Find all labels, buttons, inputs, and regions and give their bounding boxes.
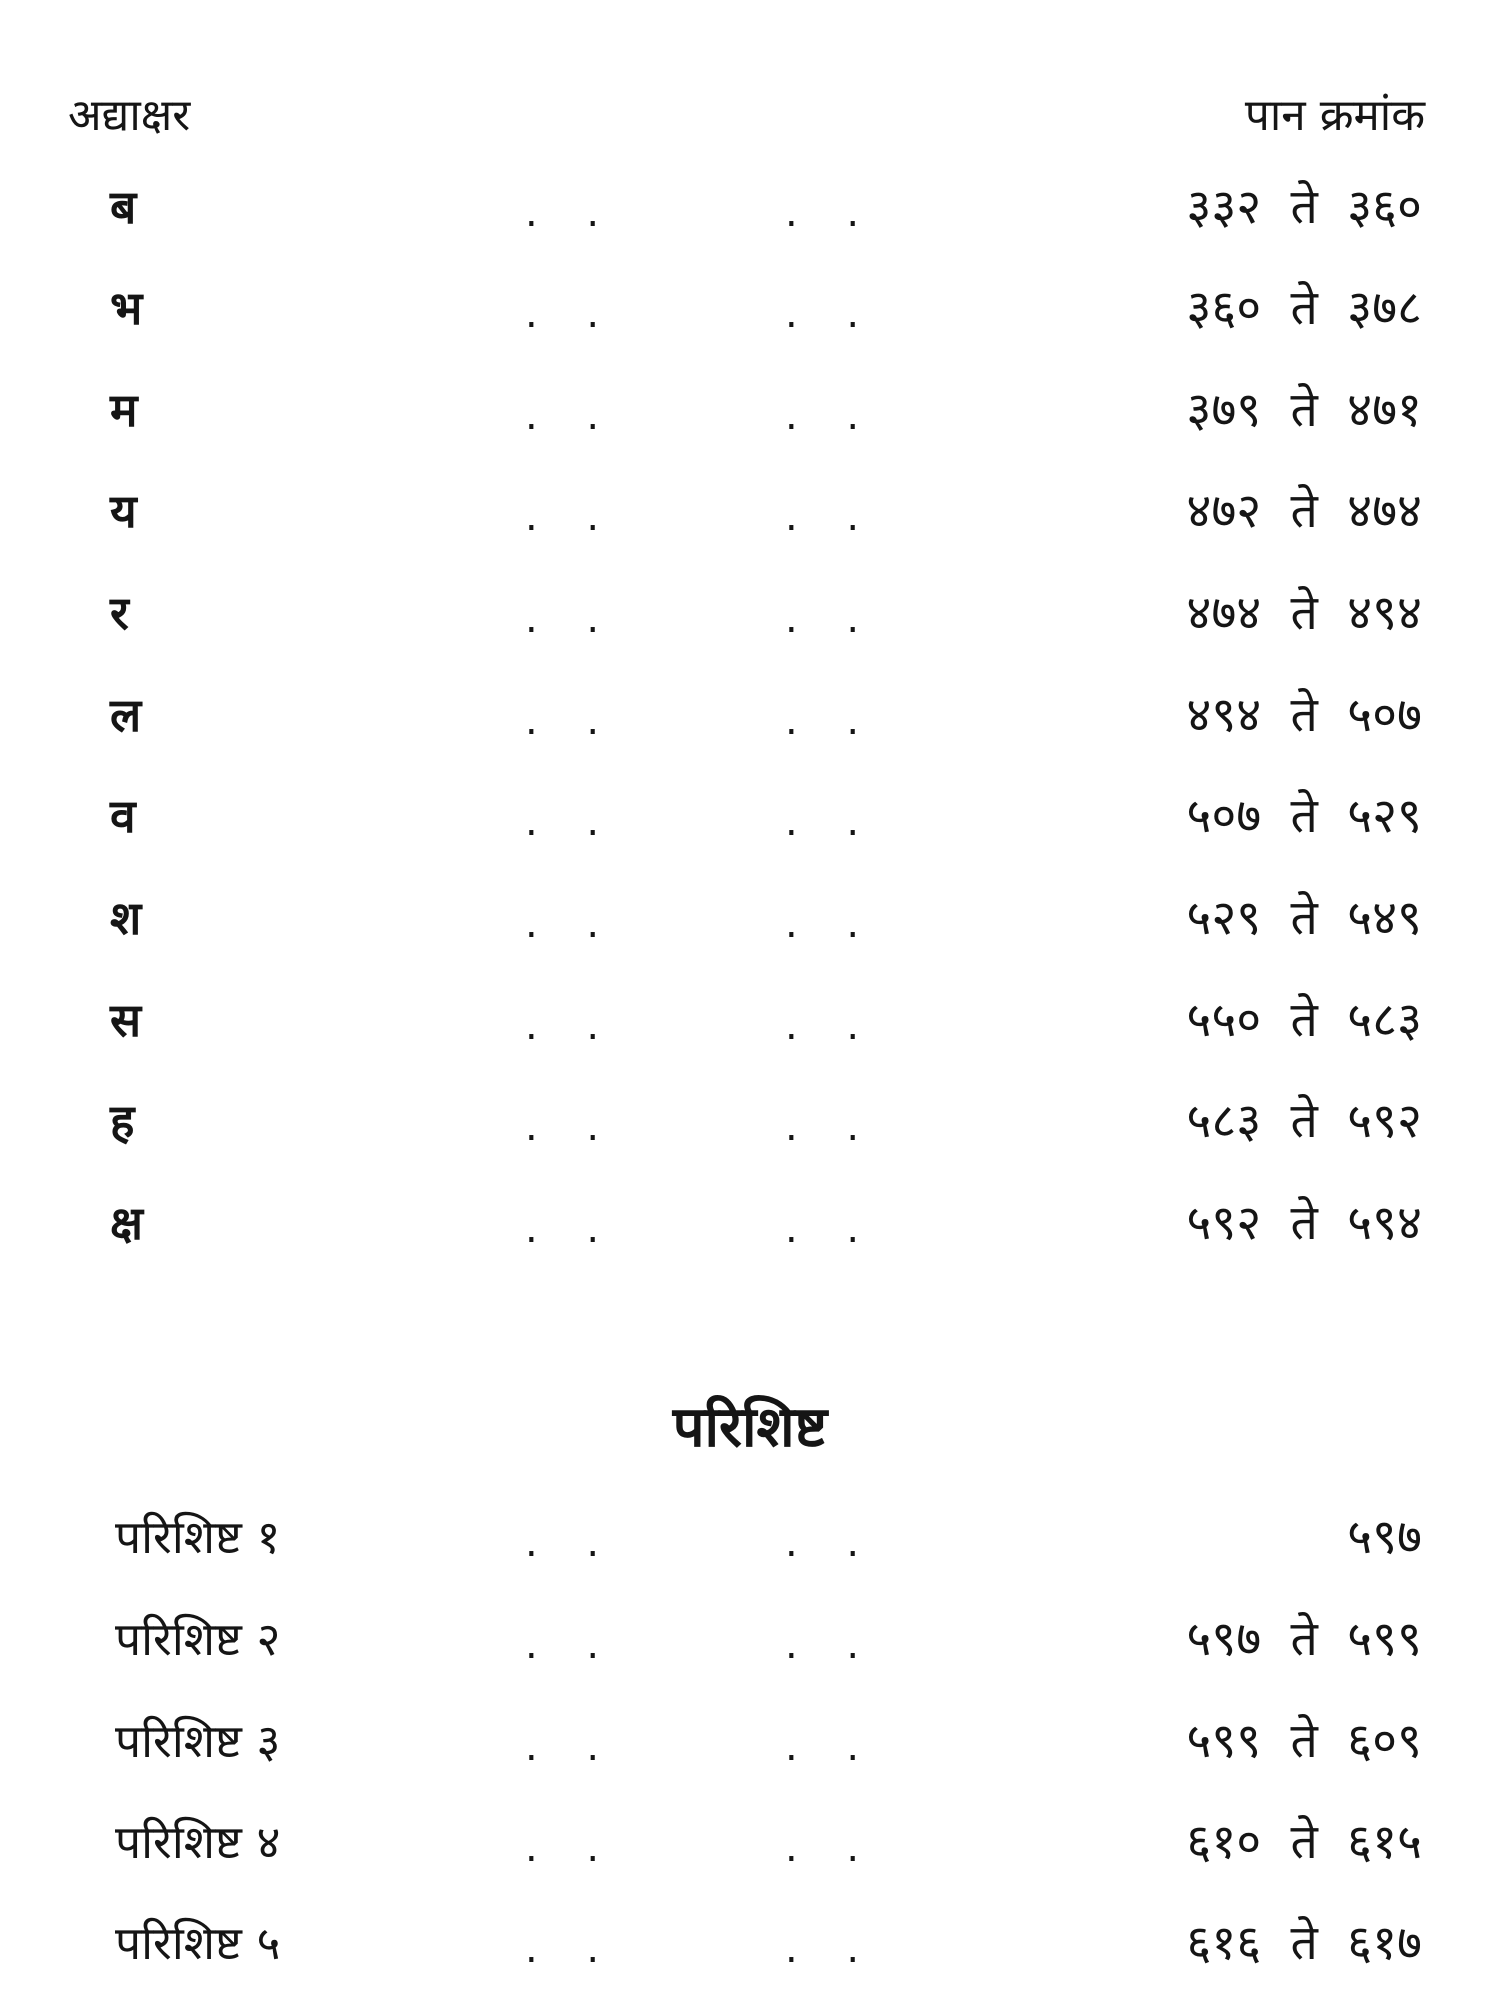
leader-dots: . . <box>785 901 878 947</box>
index-letter: क्ष <box>110 1196 143 1250</box>
leader-dots: . . <box>525 1622 618 1668</box>
leader-dots: . . <box>525 1926 618 1972</box>
appendix-label: परिशिष्ट ५ <box>115 1916 281 1970</box>
leader-dots: . . <box>525 291 618 337</box>
index-row <box>0 883 1500 953</box>
index-letter: ब <box>110 180 137 234</box>
index-row <box>0 1188 1500 1258</box>
page-range: ५९२ ते ५९४ <box>1186 1195 1422 1251</box>
index-letter: स <box>110 993 142 1047</box>
page-range: ३७९ ते ४७१ <box>1186 382 1422 438</box>
leader-dots: . . <box>525 1003 618 1049</box>
page-range: ६१० ते ६१५ <box>1186 1814 1422 1870</box>
leader-dots: . . <box>785 1003 878 1049</box>
leader-dots: . . <box>785 291 878 337</box>
leader-dots: . . <box>785 494 878 540</box>
page-range: ५०७ ते ५२९ <box>1186 788 1422 844</box>
index-row <box>0 375 1500 445</box>
leader-dots: . . <box>785 1104 878 1150</box>
section-title-appendix: परिशिष्ट <box>672 1395 828 1460</box>
header-left-label: अद्याक्षर <box>68 90 191 141</box>
page-range: ३६० ते ३७८ <box>1186 280 1422 336</box>
appendix-label: परिशिष्ट ३ <box>115 1714 281 1768</box>
index-letter: य <box>110 484 137 538</box>
page-range: ५२९ ते ५४९ <box>1186 890 1422 946</box>
index-row <box>0 985 1500 1055</box>
leader-dots: . . <box>785 1206 878 1252</box>
page-range: ४७२ ते ४७४ <box>1186 483 1422 539</box>
index-row <box>0 172 1500 242</box>
page-range: ४७४ ते ४९४ <box>1186 585 1422 641</box>
leader-dots: . . <box>525 1724 618 1770</box>
appendix-row <box>0 1502 1500 1572</box>
leader-dots: . . <box>785 1926 878 1972</box>
leader-dots: . . <box>785 1622 878 1668</box>
page-range: ५९७ ते ५९९ <box>1186 1611 1422 1667</box>
appendix-label: परिशिष्ट ४ <box>115 1815 281 1869</box>
page-range: ५८३ ते ५९२ <box>1186 1093 1422 1149</box>
leader-dots: . . <box>525 1104 618 1150</box>
page-range: ५५० ते ५८३ <box>1186 992 1422 1048</box>
leader-dots: . . <box>785 1724 878 1770</box>
appendix-label: परिशिष्ट १ <box>115 1510 281 1564</box>
leader-dots: . . <box>785 698 878 744</box>
leader-dots: . . <box>785 596 878 642</box>
page-range: ५९७ <box>1347 1509 1422 1565</box>
page-range: ४९४ ते ५०७ <box>1186 687 1422 743</box>
leader-dots: . . <box>525 1520 618 1566</box>
page-range: ६१६ ते ६१७ <box>1186 1915 1422 1971</box>
appendix-row <box>0 1604 1500 1674</box>
index-letter: म <box>110 383 138 437</box>
index-letter: ल <box>110 688 142 742</box>
index-letter: व <box>110 789 136 843</box>
index-row <box>0 680 1500 750</box>
page-range: ३३२ ते ३६० <box>1186 179 1422 235</box>
leader-dots: . . <box>525 190 618 236</box>
leader-dots: . . <box>525 698 618 744</box>
leader-dots: . . <box>785 799 878 845</box>
index-letter: र <box>110 586 129 640</box>
leader-dots: . . <box>525 901 618 947</box>
index-letter: भ <box>110 281 143 335</box>
page-range: ५९९ ते ६०९ <box>1186 1713 1422 1769</box>
index-letter: ह <box>110 1094 135 1148</box>
appendix-label: परिशिष्ट २ <box>115 1612 281 1666</box>
leader-dots: . . <box>785 1520 878 1566</box>
index-row <box>0 1086 1500 1156</box>
index-row <box>0 476 1500 546</box>
header-right-label: पान क्रमांक <box>1244 90 1425 141</box>
leader-dots: . . <box>525 494 618 540</box>
appendix-row <box>0 1706 1500 1776</box>
index-row <box>0 781 1500 851</box>
leader-dots: . . <box>525 1825 618 1871</box>
index-row <box>0 578 1500 648</box>
leader-dots: . . <box>525 1206 618 1252</box>
index-row <box>0 273 1500 343</box>
leader-dots: . . <box>785 393 878 439</box>
index-letter: श <box>110 891 142 945</box>
leader-dots: . . <box>525 596 618 642</box>
appendix-row <box>0 1807 1500 1877</box>
appendix-row <box>0 1908 1500 1978</box>
leader-dots: . . <box>785 190 878 236</box>
leader-dots: . . <box>785 1825 878 1871</box>
leader-dots: . . <box>525 393 618 439</box>
leader-dots: . . <box>525 799 618 845</box>
